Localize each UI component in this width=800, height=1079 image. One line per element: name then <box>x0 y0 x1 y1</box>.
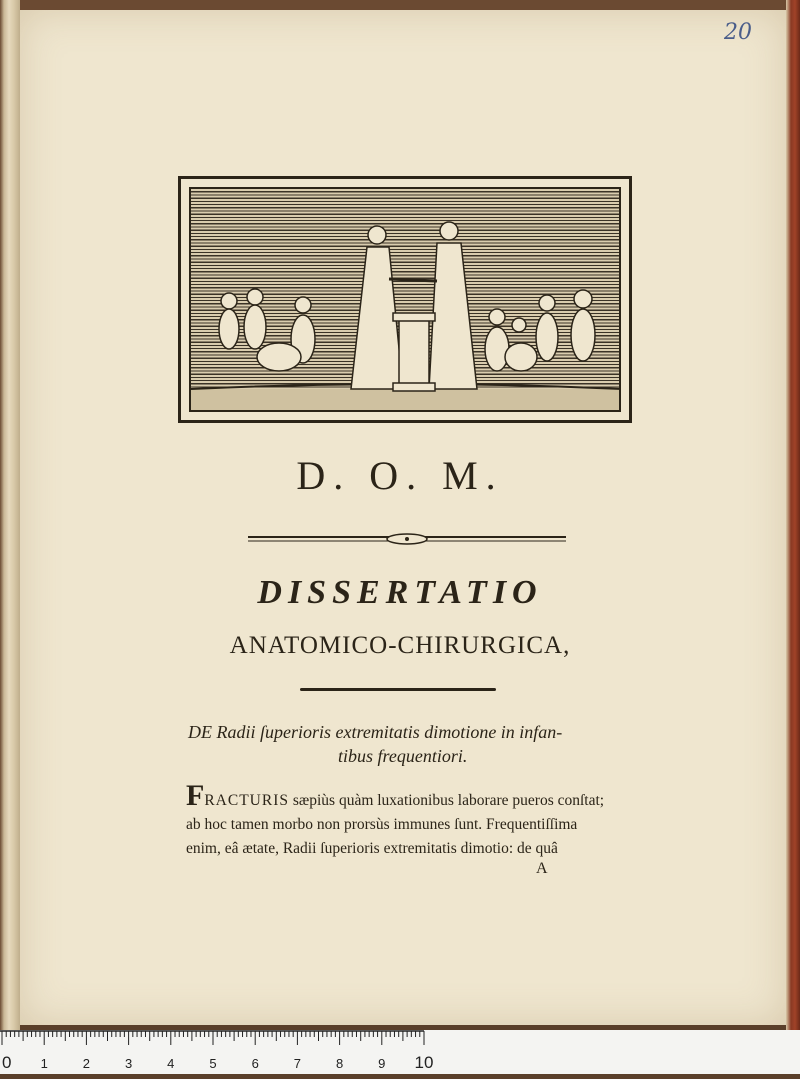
drop-cap: F <box>186 779 205 812</box>
signature-mark: A <box>536 860 548 877</box>
dissertation-title: DISSERTATIO <box>257 574 543 611</box>
page-number: 20 <box>724 20 752 45</box>
body-line-1: sæpiùs quàm luxationibus laborare pueros conſtat; <box>292 792 605 809</box>
book-top-edge <box>0 0 800 10</box>
ruler-label: 2 <box>82 1056 91 1071</box>
ruler-label: 4 <box>167 1056 175 1071</box>
ruler-label: 9 <box>378 1056 386 1071</box>
topic-line-1: DE Radii ſuperioris extremitatis dimotione in infan- <box>188 722 563 742</box>
ruler-label: 8 <box>335 1056 344 1071</box>
engraving-figures-icon <box>191 189 621 412</box>
ruler-label: 5 <box>209 1056 217 1071</box>
page-heading: D. O. M. <box>296 453 504 498</box>
ruler-label: 3 <box>124 1056 133 1071</box>
engraved-vignette <box>178 176 632 423</box>
ruler-label: 6 <box>251 1056 259 1071</box>
ruler-label: 7 <box>293 1056 302 1071</box>
book-right-edge <box>786 0 800 1030</box>
book-page <box>20 10 786 1025</box>
body-paragraph <box>186 779 636 861</box>
scale-ruler <box>0 1030 800 1074</box>
dissertation-subtitle: ANATOMICO-CHIRURGICA, <box>229 632 571 659</box>
ornamental-rule-icon <box>246 532 568 546</box>
book-left-edge <box>0 0 20 1030</box>
topic-line-2: tibus frequentiori. <box>338 746 468 766</box>
body-line-2: ab hoc tamen morbo non prorsùs immunes ſunt. Frequentiſſima <box>186 816 578 833</box>
body-smallcaps: RACTURIS <box>204 792 289 809</box>
ruler-label: 1 <box>40 1056 48 1071</box>
ruler-label: 10 <box>414 1053 434 1072</box>
ruler-label: 0 <box>2 1053 12 1072</box>
dissertation-topic <box>188 720 628 768</box>
body-line-3: enim, eâ ætate, Radii ſuperioris extremitatis dimotio: de quâ <box>186 840 558 857</box>
vignette-engraving <box>189 187 621 412</box>
ruler-scale-icon <box>0 1030 800 1074</box>
divider-rule <box>300 688 496 691</box>
